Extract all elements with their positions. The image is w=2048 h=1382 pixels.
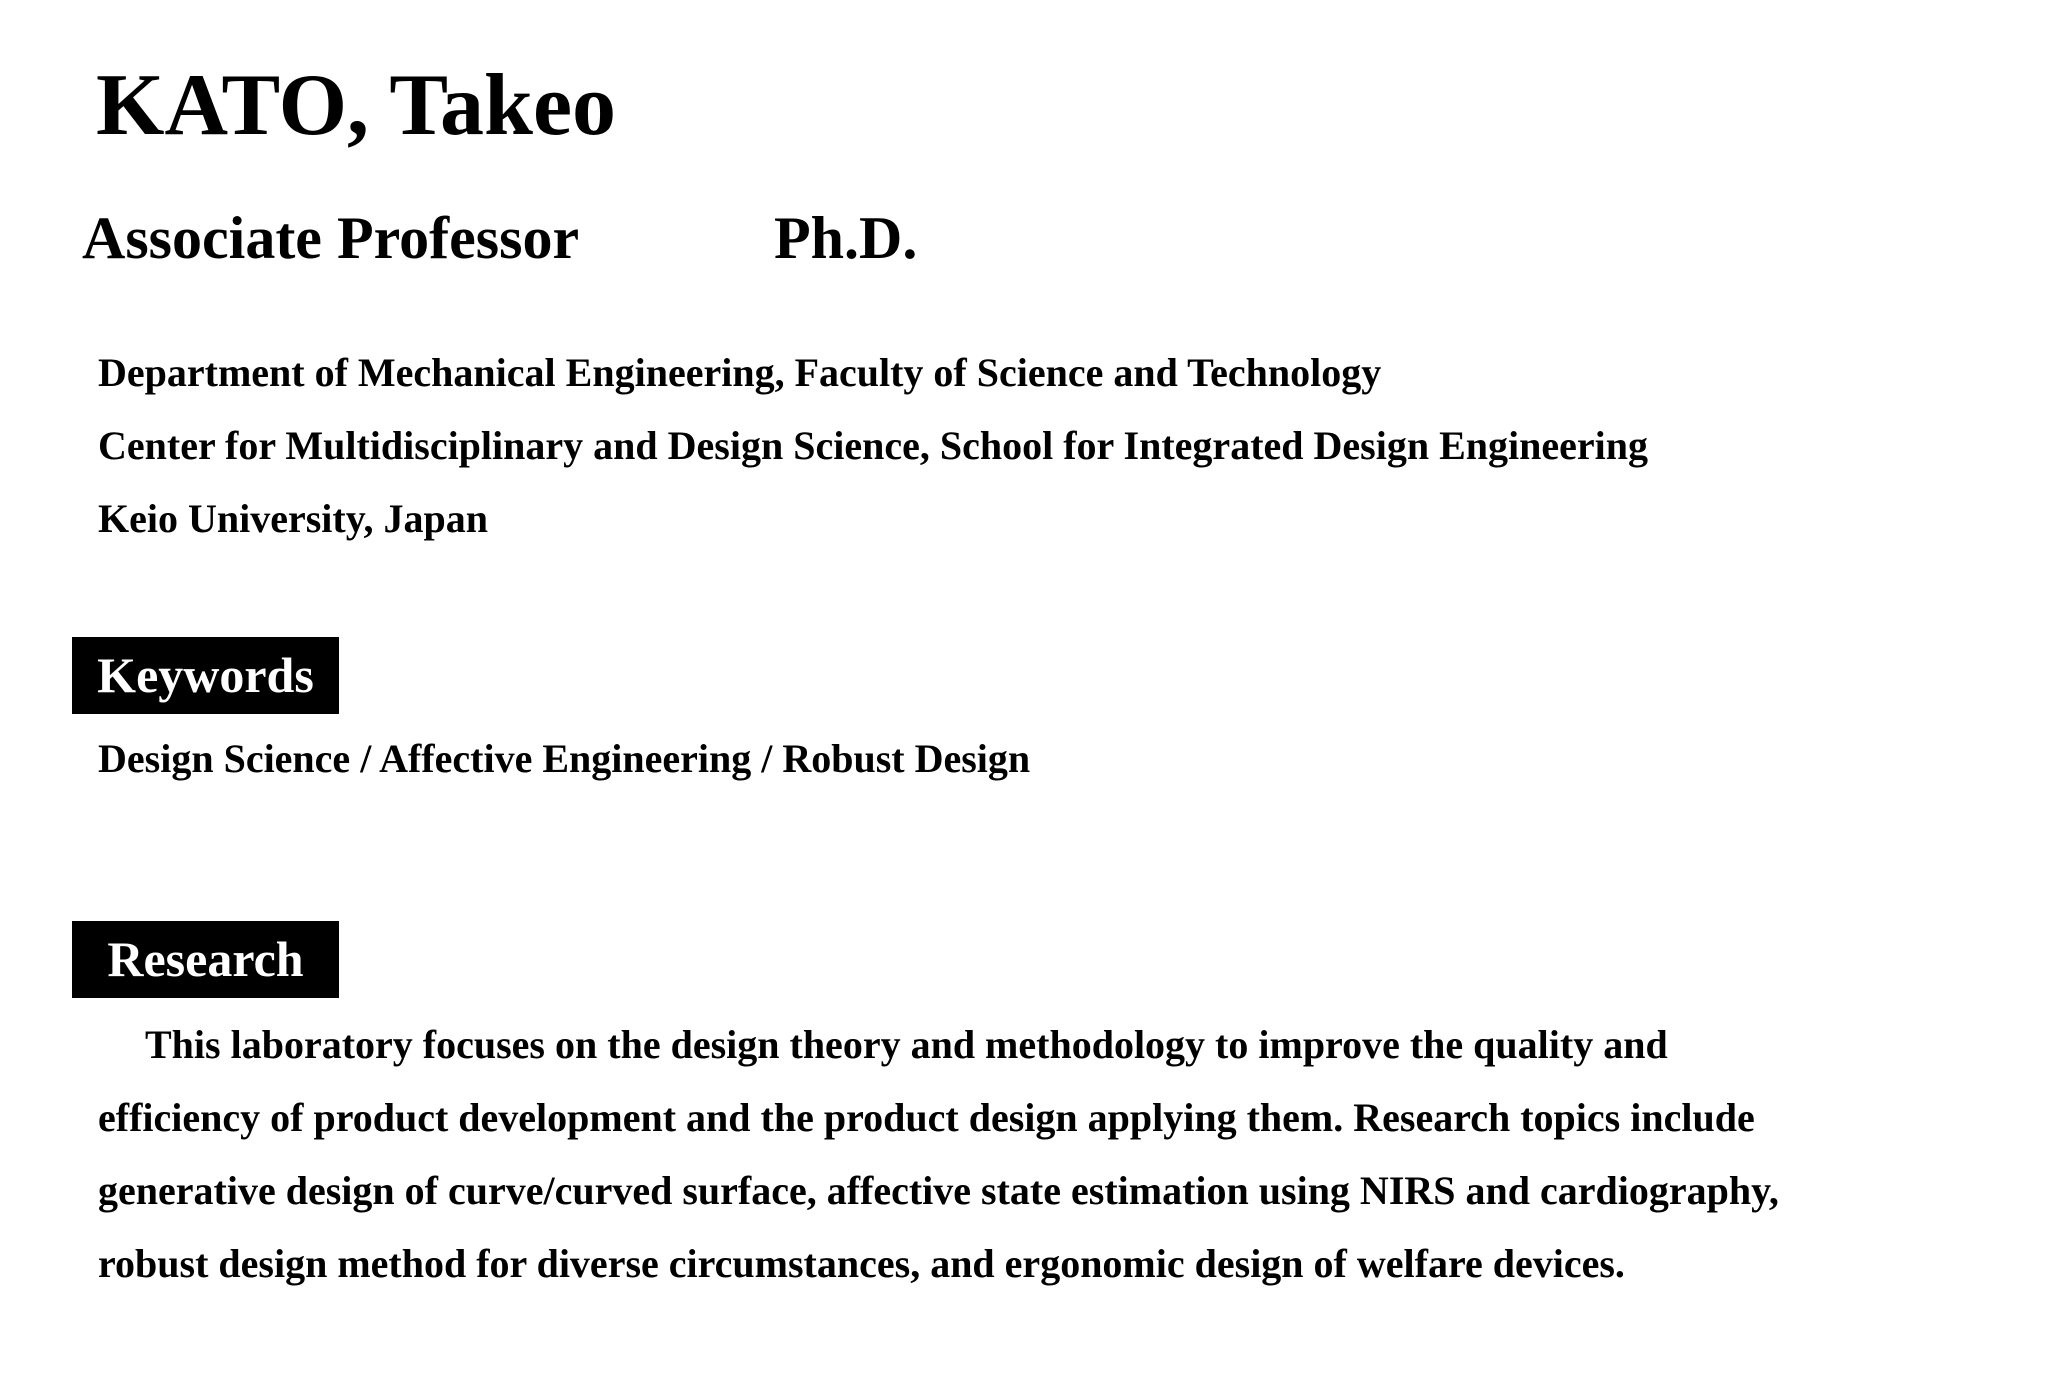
academic-degree: Ph.D. — [774, 205, 918, 271]
research-line: efficiency of product development and the product design applying them. Research topics include — [98, 1095, 1755, 1140]
affiliation-line-center: Center for Multidisciplinary and Design Science, School for Integrated Design Engineering — [98, 423, 1648, 468]
research-heading: Research — [72, 921, 339, 998]
research-line: This laboratory focuses on the design theory and methodology to improve the quality and — [145, 1022, 1668, 1067]
research-line: generative design of curve/curved surface, affective state estimation using NIRS and cardiography, — [98, 1168, 1779, 1213]
keywords-heading: Keywords — [72, 637, 339, 714]
title-row — [82, 205, 918, 271]
research-description — [98, 1008, 2018, 1300]
research-line: robust design method for diverse circumstances, and ergonomic design of welfare devices. — [98, 1241, 1625, 1286]
keywords-list: Design Science / Affective Engineering / Robust Design — [98, 736, 1031, 781]
academic-position: Associate Professor — [82, 205, 580, 271]
affiliation-line-department: Department of Mechanical Engineering, Faculty of Science and Technology — [98, 350, 1382, 395]
affiliation-line-university: Keio University, Japan — [98, 496, 489, 541]
person-name: KATO, Takeo — [96, 57, 617, 154]
affiliation-block — [98, 336, 1648, 555]
